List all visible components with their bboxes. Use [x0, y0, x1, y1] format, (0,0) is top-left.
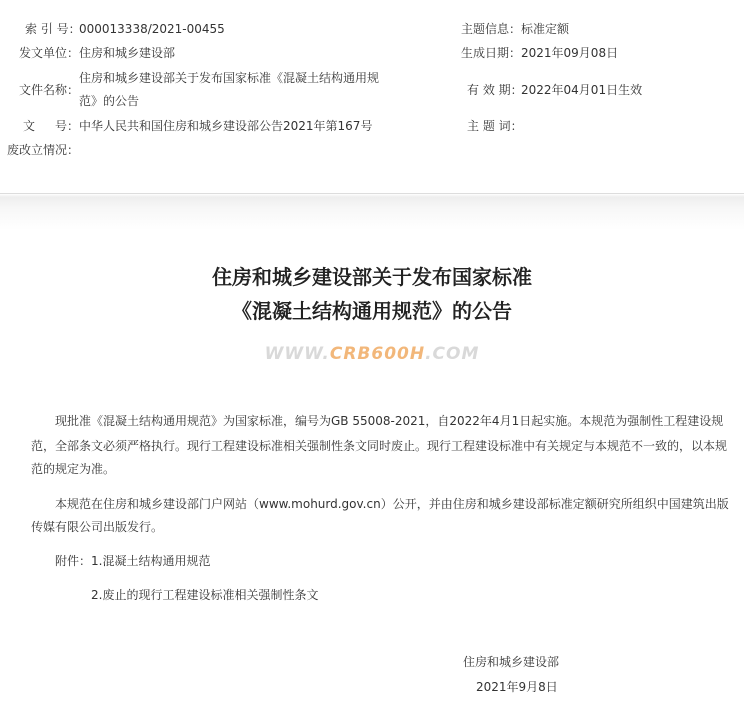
issuer-value: 住房和城乡建设部: [79, 46, 176, 60]
filename-value-line2: 范》的公告: [79, 94, 140, 108]
filename-value-line1: 住房和城乡建设部关于发布国家标准《混凝土结构通用规: [79, 71, 380, 85]
docno-value: 中华人民共和国住房和城乡建设部公告2021年第167号: [79, 119, 373, 133]
para2-line1: 本规范在住房和城乡建设部门户网站（www.mohurd.gov.cn）公开，并由住房和城乡建设部标准定额研究所组织中国建筑出版: [55, 497, 729, 511]
index-value: 000013338/2021-00455: [79, 22, 225, 36]
index-label: 索 引 号：: [25, 22, 81, 36]
signature-date: 2021年9月8日: [476, 680, 558, 694]
valid-value: 2022年04月01日生效: [521, 83, 643, 97]
page-title-line2: 《混凝土结构通用规范》的公告: [232, 299, 512, 323]
attachment-2: 2.废止的现行工程建设标准相关强制性条文: [91, 588, 319, 602]
page-title-line1: 住房和城乡建设部关于发布国家标准: [212, 265, 532, 289]
valid-label: 有 效 期：: [467, 83, 523, 97]
signature: 住房和城乡建设部: [463, 655, 560, 669]
theme-value: 标准定额: [521, 22, 570, 36]
watermark-brand: CRB600H: [329, 344, 426, 364]
subject-label: 主 题 词：: [467, 119, 523, 133]
filename-label: 文件名称：: [19, 83, 80, 97]
docno-label-a: 文: [23, 119, 36, 133]
para2-line2: 传媒有限公司出版发行。: [31, 520, 164, 534]
para1-line3: 范的规定为准。: [31, 462, 116, 476]
attachment-1: 附件：1.混凝土结构通用规范: [55, 554, 211, 568]
watermark-suffix: .COM: [425, 344, 480, 364]
date-value: 2021年09月08日: [521, 46, 619, 60]
watermark-prefix: WWW.: [264, 344, 330, 364]
docno-label-b: 号：: [55, 119, 80, 133]
abolish-label: 废改立情况：: [7, 143, 80, 157]
theme-label: 主题信息：: [461, 22, 522, 36]
para1-line2: 范，全部条文必须严格执行。现行工程建设标准相关强制性条文同时废止。现行工程建设标准中有关规定与本规范不一致的，以本规: [31, 439, 728, 453]
date-label: 生成日期：: [461, 46, 522, 60]
issuer-label: 发文单位：: [19, 46, 80, 60]
para1-line1: 现批准《混凝土结构通用规范》为国家标准，编号为GB 55008-2021，自2022年4月1日起实施。本规范为强制性工程建设规: [55, 414, 724, 428]
